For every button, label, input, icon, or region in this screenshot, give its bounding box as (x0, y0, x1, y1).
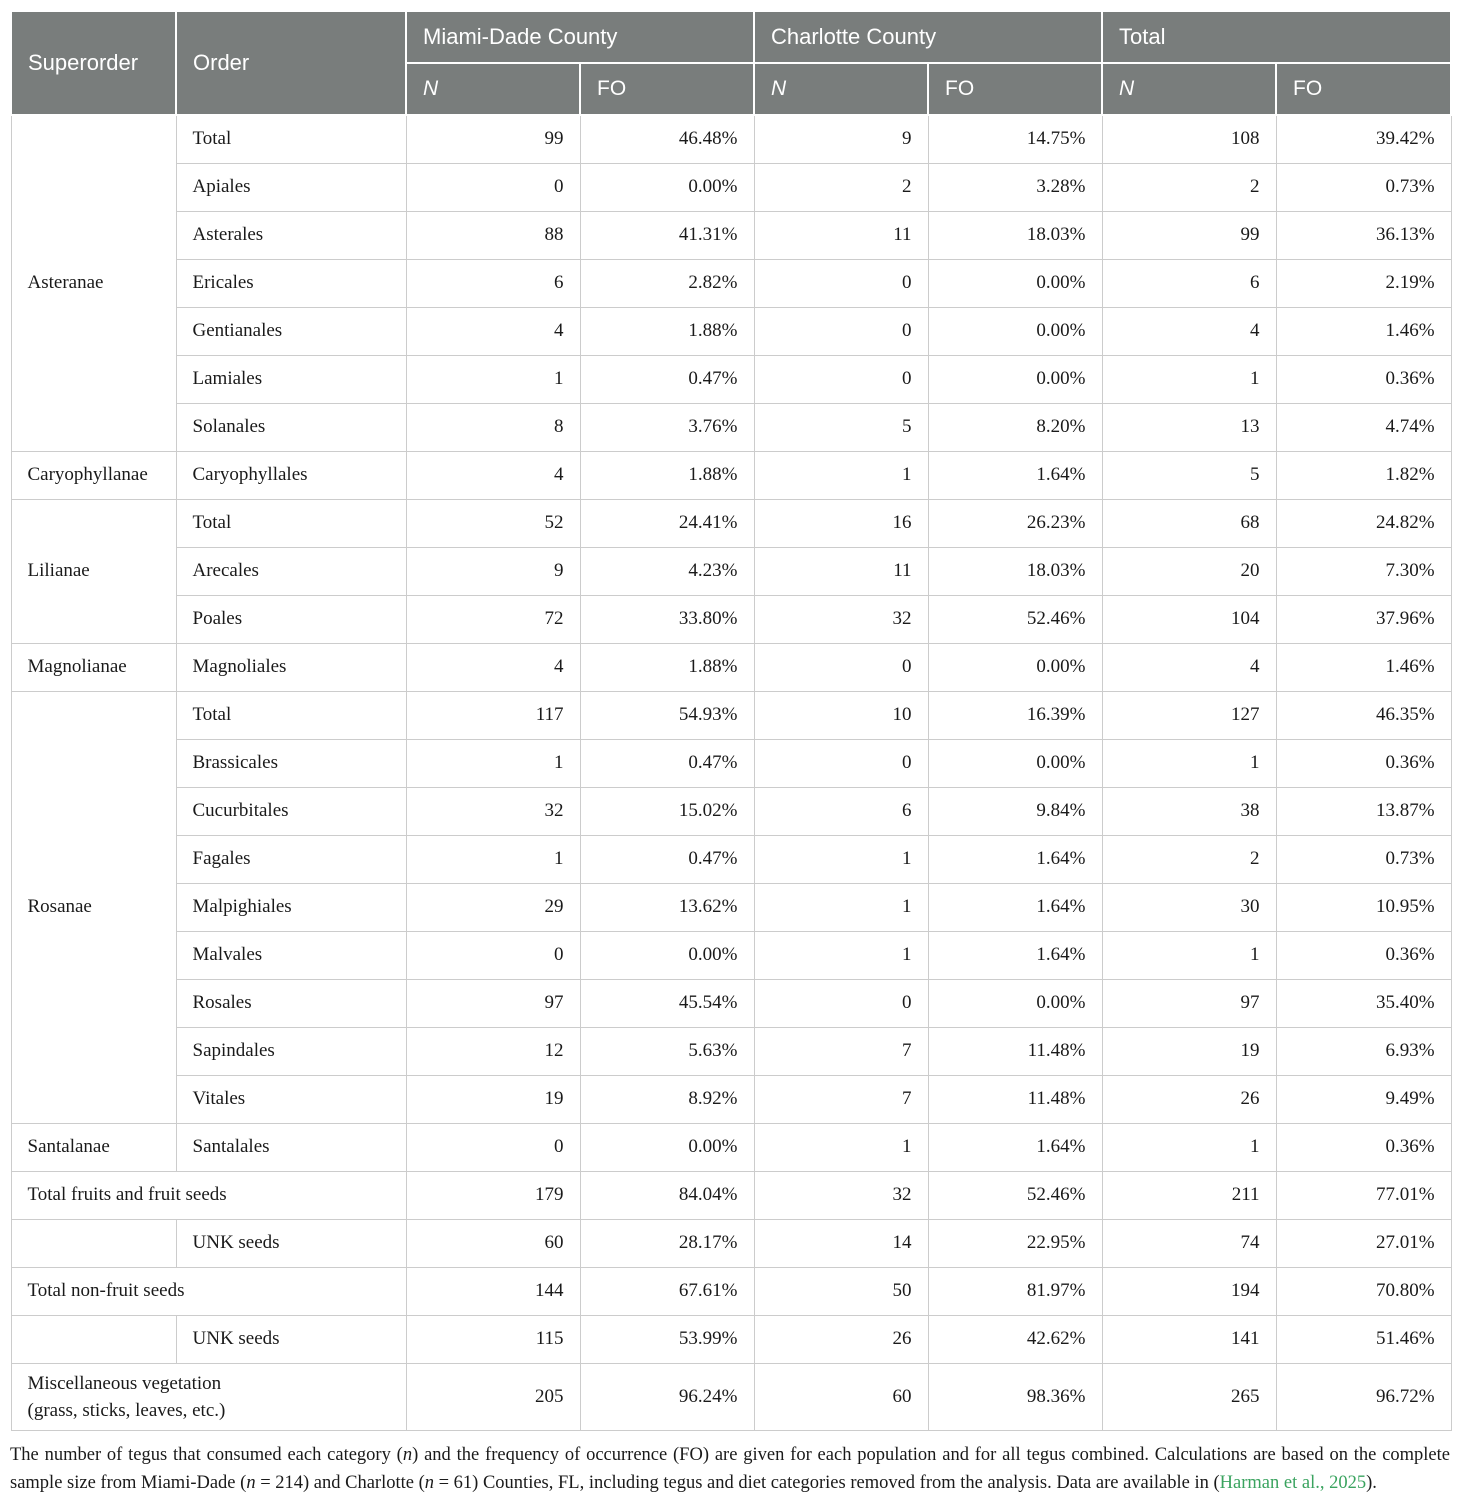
fo-cell: 39.42% (1276, 115, 1451, 163)
table-header (11, 11, 1451, 115)
order-cell: UNK seeds (176, 1219, 406, 1267)
n-cell: 265 (1102, 1363, 1276, 1430)
diet-table-body (11, 115, 1451, 1430)
superorder-cell: Caryophyllanae (11, 451, 176, 499)
n-cell: 9 (406, 547, 580, 595)
header-fo-miami: FO (580, 63, 754, 115)
n-cell: 38 (1102, 787, 1276, 835)
fo-cell: 1.64% (928, 451, 1102, 499)
table-footnote (10, 1441, 1450, 1498)
order-cell: Total (176, 499, 406, 547)
n-cell: 5 (1102, 451, 1276, 499)
fo-cell: 2.82% (580, 259, 754, 307)
order-cell: Magnoliales (176, 643, 406, 691)
n-cell: 1 (1102, 931, 1276, 979)
n-cell: 117 (406, 691, 580, 739)
n-cell: 205 (406, 1363, 580, 1430)
table-row (11, 979, 1451, 1027)
n-cell: 29 (406, 883, 580, 931)
order-cell: Brassicales (176, 739, 406, 787)
order-cell: Cucurbitales (176, 787, 406, 835)
table-row (11, 643, 1451, 691)
fo-cell: 18.03% (928, 211, 1102, 259)
fo-cell: 24.82% (1276, 499, 1451, 547)
superorder-cell (11, 1219, 176, 1267)
fo-cell: 28.17% (580, 1219, 754, 1267)
fo-cell: 22.95% (928, 1219, 1102, 1267)
n-cell: 4 (1102, 643, 1276, 691)
n-cell: 2 (1102, 835, 1276, 883)
fo-cell: 3.76% (580, 403, 754, 451)
n-cell: 19 (1102, 1027, 1276, 1075)
fo-cell: 33.80% (580, 595, 754, 643)
superorder-cell: Magnolianae (11, 643, 176, 691)
n-cell: 1 (754, 1123, 928, 1171)
table-row (11, 787, 1451, 835)
fo-cell: 0.00% (580, 163, 754, 211)
category-label-cell: Total fruits and fruit seeds (11, 1171, 406, 1219)
n-cell: 7 (754, 1027, 928, 1075)
fo-cell: 0.73% (1276, 835, 1451, 883)
fo-cell: 0.00% (928, 355, 1102, 403)
n-cell: 0 (406, 1123, 580, 1171)
category-label-cell (11, 1363, 406, 1430)
fo-cell: 84.04% (580, 1171, 754, 1219)
fo-cell: 5.63% (580, 1027, 754, 1075)
fo-cell: 0.47% (580, 355, 754, 403)
fo-cell: 9.84% (928, 787, 1102, 835)
order-cell: Malpighiales (176, 883, 406, 931)
n-cell: 72 (406, 595, 580, 643)
n-cell: 1 (406, 355, 580, 403)
n-cell: 5 (754, 403, 928, 451)
n-cell: 0 (406, 931, 580, 979)
fo-cell: 8.92% (580, 1075, 754, 1123)
fo-cell: 7.30% (1276, 547, 1451, 595)
n-cell: 19 (406, 1075, 580, 1123)
fo-cell: 0.00% (928, 307, 1102, 355)
n-cell: 88 (406, 211, 580, 259)
n-cell: 97 (406, 979, 580, 1027)
fo-cell: 0.36% (1276, 355, 1451, 403)
n-cell: 26 (1102, 1075, 1276, 1123)
order-cell: Fagales (176, 835, 406, 883)
fo-cell: 41.31% (580, 211, 754, 259)
table-row (11, 1363, 1451, 1430)
superorder-cell: Lilianae (11, 499, 176, 643)
n-cell: 60 (406, 1219, 580, 1267)
n-cell: 1 (406, 739, 580, 787)
diet-composition-table (10, 10, 1452, 1431)
fo-cell: 67.61% (580, 1267, 754, 1315)
order-cell: Gentianales (176, 307, 406, 355)
n-cell: 99 (406, 115, 580, 163)
order-cell: Rosales (176, 979, 406, 1027)
superorder-cell: Asteranae (11, 115, 176, 451)
n-cell: 9 (754, 115, 928, 163)
n-cell: 0 (754, 259, 928, 307)
table-row (11, 1123, 1451, 1171)
order-cell: Ericales (176, 259, 406, 307)
fo-cell: 13.87% (1276, 787, 1451, 835)
table-row (11, 451, 1451, 499)
header-n-miami: N (406, 63, 580, 115)
fo-cell: 53.99% (580, 1315, 754, 1363)
n-cell: 1 (1102, 355, 1276, 403)
fo-cell: 0.47% (580, 835, 754, 883)
n-cell: 1 (754, 883, 928, 931)
order-cell: Poales (176, 595, 406, 643)
superorder-cell (11, 1315, 176, 1363)
fo-cell: 77.01% (1276, 1171, 1451, 1219)
footnote-text-1: The number of tegus that consumed each category ( (10, 1444, 403, 1465)
header-order: Order (176, 11, 406, 115)
fo-cell: 81.97% (928, 1267, 1102, 1315)
fo-cell: 70.80% (1276, 1267, 1451, 1315)
order-cell: Santalales (176, 1123, 406, 1171)
order-cell: Caryophyllales (176, 451, 406, 499)
table-row (11, 739, 1451, 787)
order-cell: Total (176, 115, 406, 163)
n-cell: 144 (406, 1267, 580, 1315)
n-cell: 14 (754, 1219, 928, 1267)
n-cell: 7 (754, 1075, 928, 1123)
n-cell: 11 (754, 547, 928, 595)
table-row (11, 355, 1451, 403)
n-cell: 20 (1102, 547, 1276, 595)
superorder-cell: Rosanae (11, 691, 176, 1123)
header-charlotte-county: Charlotte County (754, 11, 1102, 63)
n-cell: 4 (406, 451, 580, 499)
fo-cell: 1.88% (580, 451, 754, 499)
order-cell: Apiales (176, 163, 406, 211)
order-cell: UNK seeds (176, 1315, 406, 1363)
n-cell: 211 (1102, 1171, 1276, 1219)
n-cell: 1 (754, 931, 928, 979)
n-cell: 1 (754, 835, 928, 883)
fo-cell: 52.46% (928, 1171, 1102, 1219)
table-row (11, 595, 1451, 643)
n-cell: 115 (406, 1315, 580, 1363)
n-cell: 1 (406, 835, 580, 883)
fo-cell: 45.54% (580, 979, 754, 1027)
n-cell: 108 (1102, 115, 1276, 163)
fo-cell: 0.73% (1276, 163, 1451, 211)
fo-cell: 0.36% (1276, 931, 1451, 979)
n-cell: 32 (406, 787, 580, 835)
fo-cell: 0.00% (928, 643, 1102, 691)
fo-cell: 3.28% (928, 163, 1102, 211)
order-cell: Asterales (176, 211, 406, 259)
n-cell: 0 (754, 979, 928, 1027)
n-cell: 32 (754, 1171, 928, 1219)
n-cell: 0 (406, 163, 580, 211)
n-cell: 141 (1102, 1315, 1276, 1363)
n-cell: 68 (1102, 499, 1276, 547)
n-cell: 74 (1102, 1219, 1276, 1267)
table-row (11, 163, 1451, 211)
header-fo-charlotte: FO (928, 63, 1102, 115)
n-cell: 52 (406, 499, 580, 547)
n-cell: 16 (754, 499, 928, 547)
n-cell: 4 (406, 307, 580, 355)
order-cell: Arecales (176, 547, 406, 595)
fo-cell: 1.64% (928, 835, 1102, 883)
superorder-cell: Santalanae (11, 1123, 176, 1171)
n-cell: 2 (754, 163, 928, 211)
fo-cell: 13.62% (580, 883, 754, 931)
fo-cell: 14.75% (928, 115, 1102, 163)
n-cell: 2 (1102, 163, 1276, 211)
table-row (11, 211, 1451, 259)
fo-cell: 1.64% (928, 883, 1102, 931)
header-miami-dade-county: Miami-Dade County (406, 11, 754, 63)
table-row (11, 1027, 1451, 1075)
fo-cell: 98.36% (928, 1363, 1102, 1430)
header-n-charlotte: N (754, 63, 928, 115)
fo-cell: 18.03% (928, 547, 1102, 595)
fo-cell: 46.48% (580, 115, 754, 163)
fo-cell: 1.64% (928, 1123, 1102, 1171)
category-label-line2: (grass, sticks, leaves, etc.) (27, 1399, 226, 1421)
fo-cell: 0.00% (580, 1123, 754, 1171)
n-cell: 30 (1102, 883, 1276, 931)
fo-cell: 42.62% (928, 1315, 1102, 1363)
table-row (11, 1315, 1451, 1363)
fo-cell: 27.01% (1276, 1219, 1451, 1267)
table-row (11, 835, 1451, 883)
n-cell: 50 (754, 1267, 928, 1315)
header-group-row (11, 11, 1451, 63)
order-cell: Lamiales (176, 355, 406, 403)
header-fo-total: FO (1276, 63, 1451, 115)
fo-cell: 1.46% (1276, 643, 1451, 691)
fo-cell: 0.00% (928, 259, 1102, 307)
table-row (11, 883, 1451, 931)
n-cell: 32 (754, 595, 928, 643)
fo-cell: 26.23% (928, 499, 1102, 547)
footnote-text-2: ) and the frequency of occurrence (FO) are given for each population and for all tegus combined. Calculations are based on the complete sample size from Miami-Dade ( (10, 1444, 1450, 1494)
fo-cell: 2.19% (1276, 259, 1451, 307)
n-cell: 194 (1102, 1267, 1276, 1315)
order-cell: Solanales (176, 403, 406, 451)
n-cell: 1 (1102, 739, 1276, 787)
footnote-text-4: = 61) Counties, FL, including tegus and diet categories removed from the analysis. Data are available in ( (434, 1473, 1220, 1494)
n-cell: 13 (1102, 403, 1276, 451)
table-row (11, 931, 1451, 979)
table-row (11, 259, 1451, 307)
fo-cell: 0.36% (1276, 1123, 1451, 1171)
order-cell: Malvales (176, 931, 406, 979)
fo-cell: 36.13% (1276, 211, 1451, 259)
fo-cell: 4.23% (580, 547, 754, 595)
header-n-total: N (1102, 63, 1276, 115)
footnote-italic-n-1: n (402, 1444, 413, 1465)
fo-cell: 4.74% (1276, 403, 1451, 451)
citation-link[interactable]: Harman et al., 2025 (1219, 1473, 1367, 1494)
fo-cell: 0.00% (928, 739, 1102, 787)
table-row (11, 1171, 1451, 1219)
fo-cell: 24.41% (580, 499, 754, 547)
fo-cell: 11.48% (928, 1075, 1102, 1123)
fo-cell: 1.88% (580, 643, 754, 691)
fo-cell: 46.35% (1276, 691, 1451, 739)
table-row (11, 1075, 1451, 1123)
footnote-italic-n-2: n (246, 1473, 256, 1494)
n-cell: 1 (754, 451, 928, 499)
n-cell: 8 (406, 403, 580, 451)
table-row (11, 1219, 1451, 1267)
n-cell: 97 (1102, 979, 1276, 1027)
fo-cell: 1.82% (1276, 451, 1451, 499)
table-row (11, 1267, 1451, 1315)
category-label-cell: Total non-fruit seeds (11, 1267, 406, 1315)
fo-cell: 1.46% (1276, 307, 1451, 355)
n-cell: 6 (406, 259, 580, 307)
fo-cell: 0.36% (1276, 739, 1451, 787)
fo-cell: 9.49% (1276, 1075, 1451, 1123)
fo-cell: 1.88% (580, 307, 754, 355)
footnote-text-5: ). (1366, 1473, 1377, 1494)
n-cell: 6 (754, 787, 928, 835)
footnote-text-3: = 214) and Charlotte ( (255, 1473, 425, 1494)
n-cell: 104 (1102, 595, 1276, 643)
table-row (11, 307, 1451, 355)
fo-cell: 96.72% (1276, 1363, 1451, 1430)
n-cell: 6 (1102, 259, 1276, 307)
fo-cell: 35.40% (1276, 979, 1451, 1027)
n-cell: 0 (754, 355, 928, 403)
order-cell: Vitales (176, 1075, 406, 1123)
n-cell: 12 (406, 1027, 580, 1075)
fo-cell: 8.20% (928, 403, 1102, 451)
order-cell: Total (176, 691, 406, 739)
table-row (11, 691, 1451, 739)
fo-cell: 54.93% (580, 691, 754, 739)
n-cell: 4 (1102, 307, 1276, 355)
fo-cell: 0.00% (928, 979, 1102, 1027)
n-cell: 0 (754, 643, 928, 691)
n-cell: 99 (1102, 211, 1276, 259)
fo-cell: 11.48% (928, 1027, 1102, 1075)
header-total: Total (1102, 11, 1451, 63)
fo-cell: 52.46% (928, 595, 1102, 643)
order-cell: Sapindales (176, 1027, 406, 1075)
fo-cell: 51.46% (1276, 1315, 1451, 1363)
n-cell: 179 (406, 1171, 580, 1219)
n-cell: 10 (754, 691, 928, 739)
table-row (11, 499, 1451, 547)
n-cell: 11 (754, 211, 928, 259)
fo-cell: 1.64% (928, 931, 1102, 979)
n-cell: 4 (406, 643, 580, 691)
n-cell: 60 (754, 1363, 928, 1430)
n-cell: 26 (754, 1315, 928, 1363)
footnote-italic-n-3: n (424, 1473, 434, 1494)
fo-cell: 15.02% (580, 787, 754, 835)
fo-cell: 37.96% (1276, 595, 1451, 643)
table-row (11, 115, 1451, 163)
n-cell: 127 (1102, 691, 1276, 739)
n-cell: 1 (1102, 1123, 1276, 1171)
fo-cell: 10.95% (1276, 883, 1451, 931)
category-label-line1: Miscellaneous vegetation (27, 1372, 222, 1394)
fo-cell: 0.00% (580, 931, 754, 979)
fo-cell: 16.39% (928, 691, 1102, 739)
fo-cell: 6.93% (1276, 1027, 1451, 1075)
n-cell: 0 (754, 307, 928, 355)
fo-cell: 96.24% (580, 1363, 754, 1430)
table-row (11, 403, 1451, 451)
table-row (11, 547, 1451, 595)
header-superorder: Superorder (11, 11, 176, 115)
n-cell: 0 (754, 739, 928, 787)
fo-cell: 0.47% (580, 739, 754, 787)
